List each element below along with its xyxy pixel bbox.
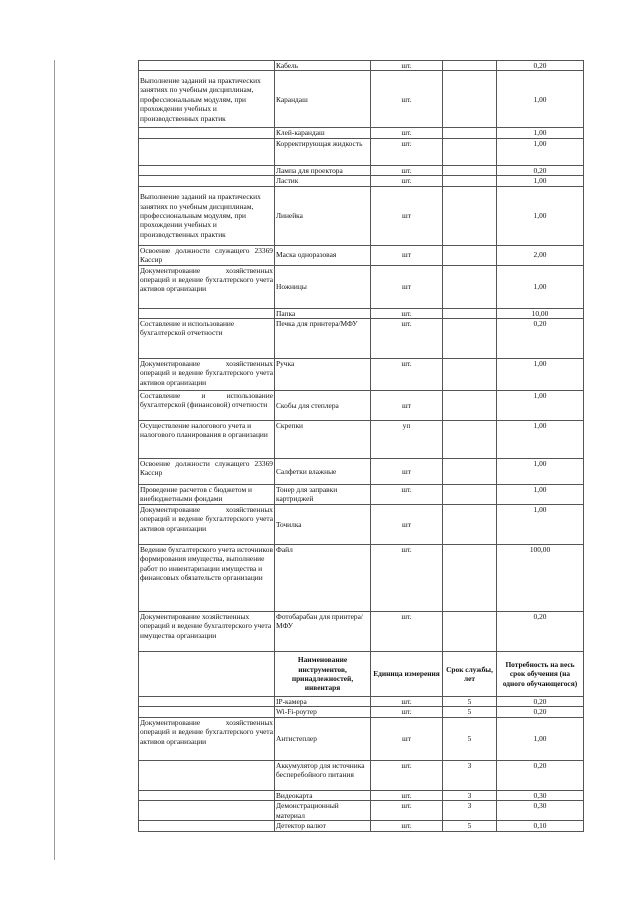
item-cell: Фотобарабан для принтера/МФУ xyxy=(275,612,371,652)
activity-cell xyxy=(139,790,275,800)
unit-cell: шт. xyxy=(371,308,443,318)
life-cell xyxy=(443,265,497,308)
unit-cell: шт. xyxy=(371,176,443,186)
table-row xyxy=(139,61,584,71)
item-cell: Кабель xyxy=(275,61,371,71)
item-cell: Файл xyxy=(275,545,371,612)
item-cell: Линейка xyxy=(275,186,371,245)
need-cell: 0,10 xyxy=(497,821,584,831)
activity-cell: Освоение должности служащего 23369 Кассир xyxy=(139,459,275,485)
unit-cell: шт xyxy=(371,459,443,485)
activity-cell xyxy=(139,128,275,138)
activity-cell: Ведение бухгалтерского учета источников формирования имущества, выполнение работ по инвентаризации имущества и финансовых обязательств организации xyxy=(139,545,275,612)
need-cell: 0,30 xyxy=(497,790,584,800)
need-cell: 1,00 xyxy=(497,421,584,459)
life-cell xyxy=(443,245,497,265)
life-cell xyxy=(443,319,497,359)
life-cell xyxy=(443,128,497,138)
activity-cell xyxy=(139,308,275,318)
item-cell: Маска одноразовая xyxy=(275,245,371,265)
need-cell: 0,20 xyxy=(497,707,584,717)
table-row xyxy=(139,612,584,652)
item-cell: Карандаш xyxy=(275,71,371,128)
header-activity-cell xyxy=(139,652,275,697)
activity-cell: Проведение расчетов с бюджетом и внебюджетными фондами xyxy=(139,485,275,505)
activity-cell xyxy=(139,760,275,790)
table-row xyxy=(139,186,584,245)
need-cell: 1,00 xyxy=(497,186,584,245)
activity-cell: Документирование хозяйственных операций и ведение бухгалтерского учета активов организации xyxy=(139,717,275,760)
activity-cell: Документирование хозяйственных операций и ведение бухгалтерского учета активов организации xyxy=(139,505,275,545)
item-cell: Корректирующая жидкость xyxy=(275,138,371,165)
life-cell xyxy=(443,138,497,165)
unit-cell: шт. xyxy=(371,707,443,717)
need-cell: 0,20 xyxy=(497,165,584,175)
unit-cell: шт. xyxy=(371,138,443,165)
need-cell: 100,00 xyxy=(497,545,584,612)
life-cell: 5 xyxy=(443,707,497,717)
table-row xyxy=(139,801,584,821)
table-row xyxy=(139,138,584,165)
activity-cell: Составление и использование бухгалтерской отчетности xyxy=(139,319,275,359)
table-row xyxy=(139,485,584,505)
unit-cell: шт. xyxy=(371,359,443,391)
table-header-row xyxy=(139,652,584,697)
item-cell: Скобы для степлера xyxy=(275,391,371,421)
activity-cell xyxy=(139,176,275,186)
unit-cell: шт. xyxy=(371,790,443,800)
table-row xyxy=(139,165,584,175)
item-cell: Тонер для заправки картриджей xyxy=(275,485,371,505)
unit-cell: уп xyxy=(371,421,443,459)
unit-cell: шт xyxy=(371,265,443,308)
item-cell: Wi-Fi-роутер xyxy=(275,707,371,717)
unit-cell: шт. xyxy=(371,821,443,831)
activity-cell xyxy=(139,165,275,175)
life-cell: 3 xyxy=(443,760,497,790)
need-cell: 1,00 xyxy=(497,505,584,545)
table-row xyxy=(139,265,584,308)
table-row xyxy=(139,717,584,760)
unit-cell: шт. xyxy=(371,545,443,612)
inventory-table xyxy=(138,60,584,832)
need-cell: 0,20 xyxy=(497,697,584,707)
table-row xyxy=(139,245,584,265)
table-row xyxy=(139,545,584,612)
unit-cell: шт xyxy=(371,505,443,545)
activity-cell: Осуществление налогового учета и налогового планирования в организации xyxy=(139,421,275,459)
life-cell xyxy=(443,176,497,186)
table-row xyxy=(139,71,584,128)
table-row xyxy=(139,821,584,831)
life-cell xyxy=(443,505,497,545)
need-cell: 0,30 xyxy=(497,801,584,821)
activity-cell: Документирование хозяйственных операций и ведение бухгалтерского учета активов организации xyxy=(139,265,275,308)
item-cell: Салфетки влажные xyxy=(275,459,371,485)
table-row xyxy=(139,505,584,545)
unit-cell: шт. xyxy=(371,485,443,505)
life-cell xyxy=(443,308,497,318)
need-cell: 1,00 xyxy=(497,485,584,505)
table-row xyxy=(139,359,584,391)
life-cell xyxy=(443,61,497,71)
table-row xyxy=(139,790,584,800)
need-cell: 1,00 xyxy=(497,359,584,391)
item-cell: Скрепки xyxy=(275,421,371,459)
activity-cell: Составление и использование бухгалтерской (финансовой) отчетности xyxy=(139,391,275,421)
activity-cell xyxy=(139,697,275,707)
item-cell: IP-камера xyxy=(275,697,371,707)
life-cell: 5 xyxy=(443,697,497,707)
unit-cell: шт xyxy=(371,391,443,421)
life-cell xyxy=(443,485,497,505)
item-cell: Демонстрационный материал xyxy=(275,801,371,821)
header-unit: Единица измерения xyxy=(371,652,443,697)
life-cell xyxy=(443,612,497,652)
life-cell: 3 xyxy=(443,790,497,800)
need-cell: 1,00 xyxy=(497,391,584,421)
item-cell: Лампа для проектора xyxy=(275,165,371,175)
unit-cell: шт. xyxy=(371,128,443,138)
item-cell: Точилка xyxy=(275,505,371,545)
need-cell: 0,20 xyxy=(497,319,584,359)
item-cell: Аккумулятор для источника бесперебойного питания xyxy=(275,760,371,790)
activity-cell xyxy=(139,61,275,71)
table-row xyxy=(139,421,584,459)
need-cell: 1,00 xyxy=(497,717,584,760)
activity-cell: Документирование хозяйственных операций и ведение бухгалтерского учета активов организации xyxy=(139,359,275,391)
unit-cell: шт. xyxy=(371,760,443,790)
activity-cell xyxy=(139,801,275,821)
unit-cell: шт xyxy=(371,245,443,265)
item-cell: Печка для принтера/МФУ xyxy=(275,319,371,359)
need-cell: 2,00 xyxy=(497,245,584,265)
life-cell: 3 xyxy=(443,801,497,821)
unit-cell: шт. xyxy=(371,61,443,71)
need-cell: 1,00 xyxy=(497,128,584,138)
activity-cell xyxy=(139,707,275,717)
life-cell: 5 xyxy=(443,717,497,760)
header-life: Срок службы, лет xyxy=(443,652,497,697)
need-cell: 1,00 xyxy=(497,265,584,308)
table-row xyxy=(139,128,584,138)
need-cell: 1,00 xyxy=(497,176,584,186)
table-row xyxy=(139,697,584,707)
item-cell: Клей-карандаш xyxy=(275,128,371,138)
item-cell: Ручка xyxy=(275,359,371,391)
item-cell: Ножницы xyxy=(275,265,371,308)
activity-cell: Выполнение заданий на практических занятиях по учебным дисциплинам, профессиональным модулям, при прохождении учебных и производственных практик xyxy=(139,71,275,128)
item-cell: Антистеплер xyxy=(275,717,371,760)
item-cell: Папка xyxy=(275,308,371,318)
activity-cell xyxy=(139,138,275,165)
need-cell: 1,00 xyxy=(497,71,584,128)
header-need: Потребность на весь срок обучения (на одного обучающегося) xyxy=(497,652,584,697)
header-item: Наименование инструментов, принадлежностей, инвентаря xyxy=(275,652,371,697)
table-row xyxy=(139,308,584,318)
life-cell xyxy=(443,186,497,245)
life-cell xyxy=(443,459,497,485)
unit-cell: шт. xyxy=(371,801,443,821)
table-row xyxy=(139,391,584,421)
life-cell: 5 xyxy=(443,821,497,831)
life-cell xyxy=(443,359,497,391)
table-row xyxy=(139,319,584,359)
need-cell: 0,20 xyxy=(497,612,584,652)
life-cell xyxy=(443,71,497,128)
life-cell xyxy=(443,391,497,421)
item-cell: Детектор валют xyxy=(275,821,371,831)
need-cell: 0,20 xyxy=(497,61,584,71)
life-cell xyxy=(443,165,497,175)
life-cell xyxy=(443,545,497,612)
need-cell: 10,00 xyxy=(497,308,584,318)
unit-cell: шт. xyxy=(371,612,443,652)
page-margin-line xyxy=(54,60,55,860)
table-row xyxy=(139,176,584,186)
activity-cell: Выполнение заданий на практических занятиях по учебным дисциплинам, профессиональным модулям, при прохождении учебных и производственных практик xyxy=(139,186,275,245)
unit-cell: шт. xyxy=(371,319,443,359)
item-cell: Ластик xyxy=(275,176,371,186)
unit-cell: шт. xyxy=(371,697,443,707)
table-row xyxy=(139,760,584,790)
life-cell xyxy=(443,421,497,459)
item-cell: Видеокарта xyxy=(275,790,371,800)
need-cell: 0,20 xyxy=(497,760,584,790)
activity-cell: Освоение должности служащего 23369 Кассир xyxy=(140,245,273,265)
table-row xyxy=(139,707,584,717)
activity-cell xyxy=(139,821,275,831)
table-row xyxy=(139,459,584,485)
need-cell: 1,00 xyxy=(497,459,584,485)
need-cell: 1,00 xyxy=(497,138,584,165)
unit-cell: шт xyxy=(371,717,443,760)
unit-cell: шт xyxy=(371,186,443,245)
activity-cell: Документирование хозяйственных операций и ведение бухгалтерского учета имущества организации xyxy=(139,612,275,652)
unit-cell: шт. xyxy=(371,71,443,128)
unit-cell: шт. xyxy=(371,165,443,175)
